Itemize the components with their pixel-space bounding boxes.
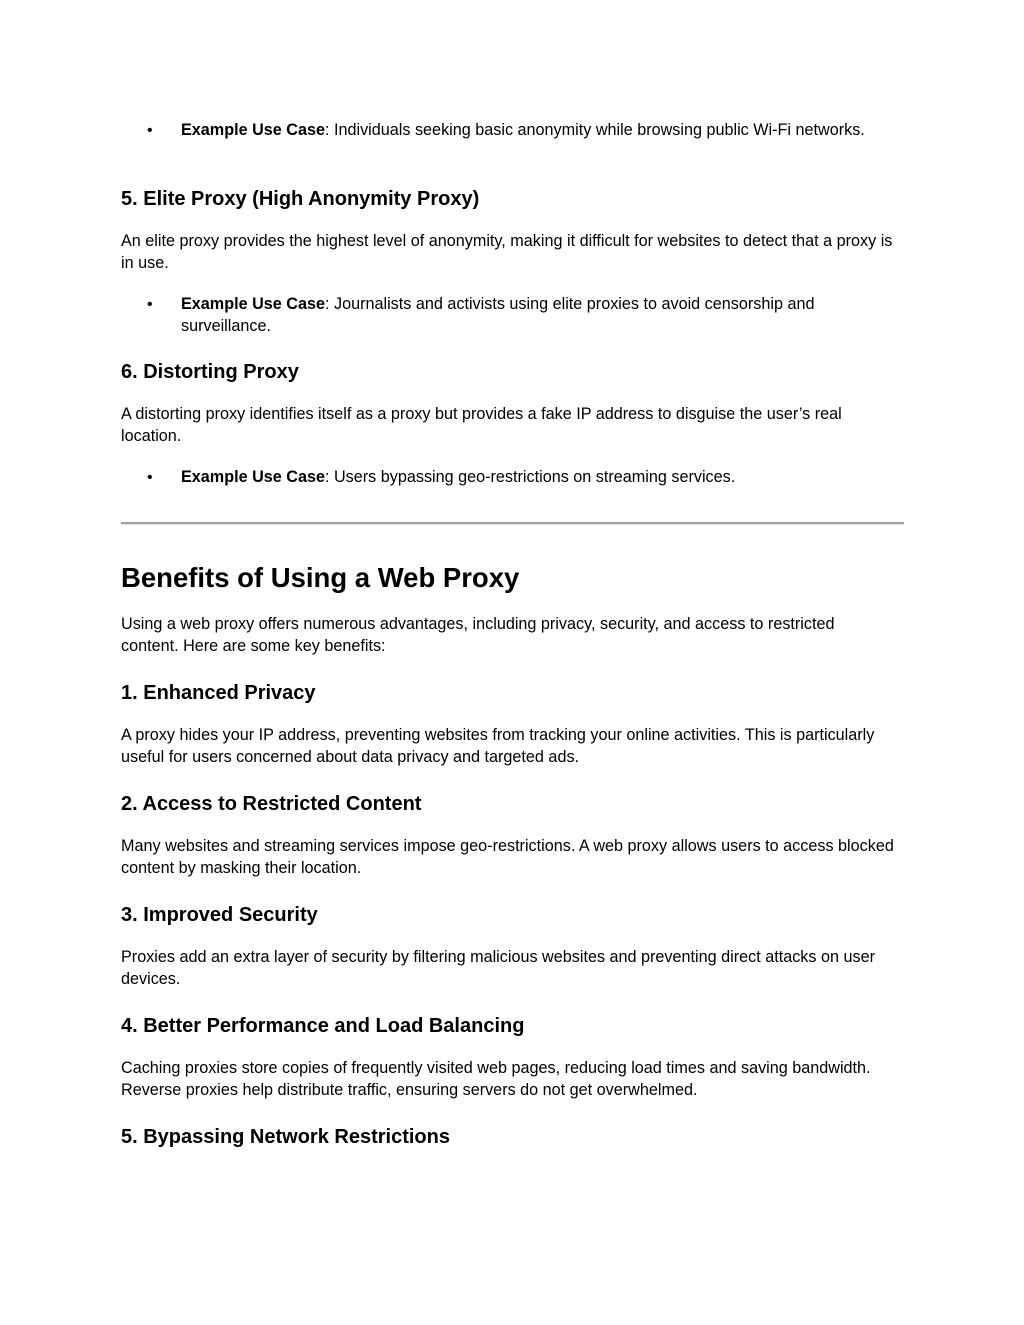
bullet-icon: • — [147, 296, 153, 313]
paragraph-performance: Caching proxies store copies of frequently visited web pages, reducing load times and saving bandwidth. Reverse proxies help distribute traffic, ensuring servers do not get overwhelmed. — [121, 1059, 871, 1099]
paragraph-distorting-proxy: A distorting proxy identifies itself as a proxy but provides a fake IP address to disguise the user’s real location. — [121, 405, 842, 445]
section-heading-network-restrictions: 5. Bypassing Network Restrictions — [121, 1126, 450, 1148]
section-heading-distorting-proxy: 6. Distorting Proxy — [121, 361, 299, 383]
section-heading-elite-proxy: 5. Elite Proxy (High Anonymity Proxy) — [121, 188, 480, 210]
bullet-body: : Individuals seeking basic anonymity while browsing public Wi-Fi networks. — [324, 121, 865, 139]
bullet-icon: • — [147, 122, 153, 139]
bullet-label: Example Use Case — [181, 121, 325, 139]
bullet-label: Example Use Case — [181, 295, 325, 313]
bullet-label: Example Use Case — [181, 468, 325, 486]
bullet-body: : Journalists and activists using elite proxies to avoid censorship and surveillance. — [181, 295, 815, 335]
page-title-benefits: Benefits of Using a Web Proxy — [121, 562, 520, 593]
horizontal-divider — [121, 522, 904, 525]
section-heading-restricted-content: 2. Access to Restricted Content — [121, 793, 422, 815]
section-heading-enhanced-privacy: 1. Enhanced Privacy — [121, 682, 316, 704]
paragraph-restricted-content: Many websites and streaming services impose geo-restrictions. A web proxy allows users to access blocked content by masking their location. — [121, 837, 894, 877]
bullet-body: : Users bypassing geo-restrictions on streaming services. — [324, 468, 736, 486]
paragraph-enhanced-privacy: A proxy hides your IP address, preventing websites from tracking your online activities. This is particularly useful for users concerned about data privacy and targeted ads. — [121, 726, 875, 766]
section-heading-performance: 4. Better Performance and Load Balancing — [121, 1015, 525, 1037]
section-heading-improved-security: 3. Improved Security — [121, 904, 318, 926]
paragraph-improved-security: Proxies add an extra layer of security by filtering malicious websites and preventing direct attacks on user devices. — [121, 948, 875, 988]
bullet-text — [181, 294, 903, 337]
paragraph-benefits-intro: Using a web proxy offers numerous advantages, including privacy, security, and access to restricted content. Here are some key benefits: — [121, 615, 835, 655]
paragraph-elite-proxy: An elite proxy provides the highest level of anonymity, making it difficult for websites to detect that a proxy is in use. — [121, 232, 893, 272]
bullet-text — [181, 120, 903, 142]
bullet-icon: • — [147, 469, 153, 486]
bullet-text — [181, 467, 903, 489]
